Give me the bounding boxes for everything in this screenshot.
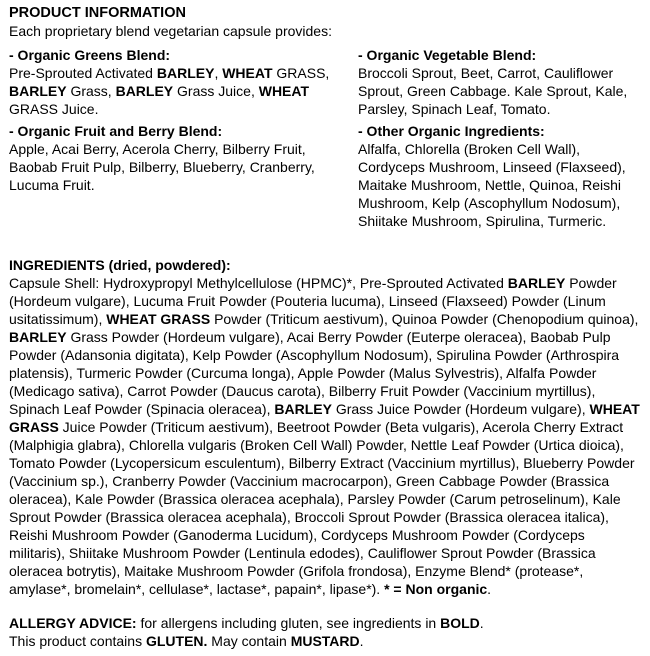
bold-allergen-text: * = Non organic: [384, 581, 488, 597]
blend-body: [9, 64, 351, 118]
text-run: Alfalfa, Chlorella (Broken Cell Wall), Cordyceps Mushroom, Linseed (Flaxseed), Maitake Mushroom, Nettle, Quinoa, Reishi Mushroom, Kelp (Ascophyllum Nodosum), Shiitake Mushroom, Spirulina, Turmeric.: [358, 141, 626, 229]
text-run: .: [479, 615, 484, 631]
text-run: Grass Juice,: [173, 83, 259, 99]
text-run: Powder (Triticum aestivum), Quinoa Powder (Chenopodium quinoa),: [210, 311, 639, 327]
bold-allergen-text: WHEAT: [222, 65, 273, 81]
bold-allergen-text: BOLD: [440, 615, 480, 631]
blend-title: - Organic Fruit and Berry Blend:: [9, 123, 223, 139]
allergy-advice: [9, 614, 640, 650]
bold-allergen-text: WHEAT: [258, 83, 310, 99]
blends-left-column: [9, 46, 351, 234]
text-run: GRASS Juice.: [9, 101, 99, 117]
blend-organic-greens: [9, 46, 351, 118]
text-run: for allergens including gluten, see ingredients in: [136, 615, 441, 631]
ingredients-section: [9, 256, 640, 598]
blend-title: - Organic Vegetable Blend:: [358, 47, 537, 63]
bold-allergen-text: BARLEY: [9, 329, 67, 345]
bold-allergen-text: BARLEY: [156, 65, 215, 81]
text-run: Grass Powder (Hordeum vulgare), Acai Berry Powder (Euterpe oleracea), Baobab Pulp Powder (Adansonia digitata), Kelp Powder (Ascophyllum Nodosum), Spirulina Powder (Arthrospira platensis), Turmeric Powder (Curcuma longa), Apple Powder (Malus Sylvestris), Alfalfa Powder (Medicago sativa), Carrot Powder (Daucus carota), Bilberry Fruit Powder (Vaccinium myrtillus), Spinach Leaf Powder (Spinacia oleracea),: [9, 329, 620, 417]
bold-allergen-text: BARLEY: [274, 401, 332, 417]
text-run: Powder (Hordeum vulgare), Lucuma Fruit Powder (Pouteria lucuma), Linseed (Flaxseed) Powder (Linum usitatissimum),: [9, 275, 617, 327]
product-info-subtitle: Each proprietary blend vegetarian capsule provides:: [9, 23, 332, 39]
text-run: Apple, Acai Berry, Acerola Cherry, Bilberry Fruit, Baobab Fruit Pulp, Bilberry, Blueberry, Cranberry, Lucuma Fruit.: [9, 141, 315, 193]
text-run: May contain: [207, 633, 291, 649]
ingredients-title: INGREDIENTS (dried, powdered):: [9, 257, 231, 273]
ingredients-list: [9, 274, 640, 598]
blend-body: [9, 140, 351, 194]
blends-right-column: [358, 46, 640, 234]
bold-allergen-text: BARLEY: [9, 83, 67, 99]
blend-title: - Other Organic Ingredients:: [358, 123, 545, 139]
text-run: Capsule Shell: Hydroxypropyl Methylcellulose (HPMC)*, Pre-Sprouted Activated: [9, 275, 508, 291]
bold-allergen-text: BARLEY: [115, 83, 174, 99]
blend-body: [358, 64, 640, 118]
bold-allergen-text: WHEAT GRASS: [106, 311, 211, 327]
blend-organic-fruit-berry: [9, 122, 351, 194]
text-run: Juice Powder (Triticum aestivum), Beetroot Powder (Beta vulgaris), Acerola Cherry Extract (Malphigia glabra), Chlorella vulgaris (Broken Cell Wall) Powder, Nettle Leaf Powder (Urtica dioica), Tomato Powder (Lycopersicum esculentum), Bilberry Extract (Vaccinium myrtillus), Blueberry Powder (Vaccinium sp.), Cranberry Powder (Vaccinium macrocarpon), Green Cabbage Powder (Brassica oleracea), Kale Powder (Brassica oleracea acephala), Parsley Powder (Carum petroselinum), Kale Sprout Powder (Brassica oleracea acephala), Broccoli Sprout Powder (Brassica oleracea italica), Reishi Mushroom Powder (Ganoderma Lucidum), Cordyceps Mushroom Powder (Cordyceps militaris), Shiitake Mushroom Powder (Lentinula edodes), Cauliflower Sprout Powder (Brassica oleracea botrytis), Maitake Mushroom Powder (Grifola frondosa), Enzyme Blend* (protease*, amylase*, bromelain*, cellulase*, lactase*, papain*, lipase*).: [9, 419, 635, 597]
bold-allergen-text: ALLERGY ADVICE:: [9, 615, 137, 631]
text-run: Grass Juice Powder (Hordeum vulgare),: [331, 401, 590, 417]
allergy-line-1: [9, 614, 640, 632]
bold-allergen-text: BARLEY: [507, 275, 566, 291]
text-run: .: [487, 581, 492, 597]
text-run: This product contains: [9, 633, 146, 649]
bold-allergen-text: WHEAT GRASS: [9, 401, 640, 435]
text-run: Pre-Sprouted Activated: [9, 65, 157, 81]
text-run: Grass,: [66, 83, 116, 99]
bold-allergen-text: MUSTARD: [290, 633, 360, 649]
product-info-title: PRODUCT INFORMATION: [9, 5, 186, 21]
blend-organic-vegetable: [358, 46, 640, 118]
text-run: GRASS,: [272, 65, 330, 81]
text-run: ,: [214, 65, 223, 81]
blend-body: [358, 140, 640, 230]
blend-title: - Organic Greens Blend:: [9, 47, 171, 63]
text-run: Broccoli Sprout, Beet, Carrot, Cauliflower Sprout, Green Cabbage. Kale Sprout, Kale, Parsley, Spinach Leaf, Tomato.: [358, 65, 628, 117]
text-run: .: [359, 633, 364, 649]
blend-other-organic: [358, 122, 640, 230]
blends-grid: [9, 46, 640, 234]
bold-allergen-text: GLUTEN.: [145, 633, 208, 649]
allergy-line-2: [9, 632, 640, 650]
